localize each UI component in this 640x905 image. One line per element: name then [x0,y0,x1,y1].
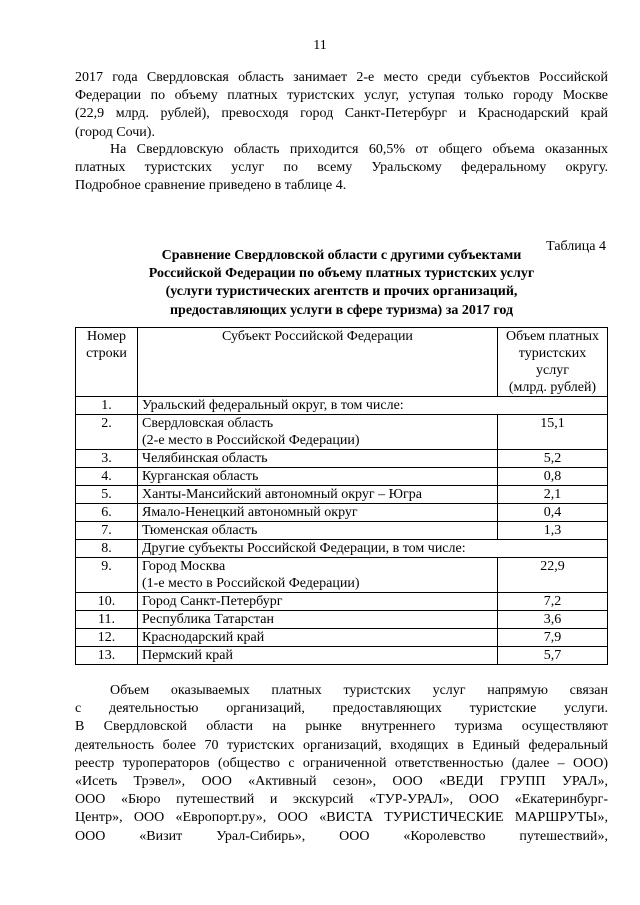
header-row-number [76,328,138,397]
table-header-row [76,328,608,397]
row-number: 8. [76,540,138,558]
row-value: 0,8 [498,468,608,486]
text-line: (город Сочи). [75,124,155,140]
row-number: 2. [76,415,138,450]
text-line: (22,9 млрд. рублей), превосходя город Санкт-Петербург и Краснодарский край [75,106,608,122]
row-value: 15,1 [498,415,608,450]
text-line: платных туристских услуг по всему Уральскому федеральному округу. [75,160,608,176]
row-number: 11. [76,611,138,629]
row-value: 7,2 [498,593,608,611]
header-text: Объем платных [505,329,600,344]
row-number: 1. [76,397,138,415]
row-value: 0,4 [498,504,608,522]
row-value: 1,3 [498,522,608,540]
row-number: 6. [76,504,138,522]
header-subject: Субъект Российской Федерации [138,328,498,397]
row-subject: Ямало-Ненецкий автономный округ [138,504,498,522]
row-value: 5,7 [498,647,608,665]
row-subject: Ханты-Мансийский автономный округ – Югра [138,486,498,504]
paragraph-1 [75,69,608,142]
header-text: Номер [87,329,126,344]
table-row [76,593,608,611]
row-number: 9. [76,558,138,593]
table-title-line: Сравнение Свердловской области с другими субъектами [161,248,522,263]
table-row [76,611,608,629]
row-subject: Челябинская область [138,450,498,468]
row-subject: Другие субъекты Российской Федерации, в том числе: [138,540,608,558]
header-text: услуг [536,363,569,378]
row-number: 4. [76,468,138,486]
header-text: (млрд. рублей) [508,380,597,395]
row-value: 2,1 [498,486,608,504]
row-subject-line: Город Москва [142,559,226,574]
row-subject [138,558,498,593]
row-value: 3,6 [498,611,608,629]
text-line: Центр», ООО «Европорт.ру», ООО «ВИСТА ТУРИСТИЧЕСКИЕ МАРШРУТЫ», [75,810,608,826]
row-subject: Краснодарский край [138,629,498,647]
table-title-line: (услуги туристических агентств и прочих организаций, [165,284,518,300]
row-value: 7,9 [498,629,608,647]
row-number: 13. [76,647,138,665]
row-subject: Тюменская область [138,522,498,540]
table-row [76,522,608,540]
comparison-table [75,327,608,665]
row-subject: Пермский край [138,647,498,665]
row-subject: Уральский федеральный округ, в том числе: [138,397,608,415]
table-label: Таблица 4 [546,239,606,254]
table-row [76,504,608,522]
row-number: 10. [76,593,138,611]
text-line: На Свердловскую область приходится 60,5% от общего объема оказанных [110,142,608,157]
paragraph-2 [75,141,608,196]
table-row [76,629,608,647]
table-row [76,397,608,415]
paragraph-3 [75,682,608,846]
row-subject-note: (1-е место в Российской Федерации) [142,576,360,591]
table-row [76,415,608,450]
table-row [76,468,608,486]
table-row [76,540,608,558]
row-subject: Республика Татарстан [138,611,498,629]
text-line: деятельность более 70 туристских организаций, входящих в Единый федеральный [75,737,608,753]
table-title [75,247,608,320]
row-number: 5. [76,486,138,504]
table-row [76,450,608,468]
text-line: 2017 года Свердловская область занимает 2-е место среди субъектов Российской [75,70,608,85]
text-line: Подробное сравнение приведено в таблице 4. [75,178,347,194]
row-number: 7. [76,522,138,540]
row-subject: Город Санкт-Петербург [138,593,498,611]
text-line: реестр туроператоров (общество с ограниченной ответственностью (далее – ООО) [75,755,608,771]
row-subject: Курганская область [138,468,498,486]
text-line: Объем оказываемых платных туристских услуг напрямую связан [110,683,608,698]
table-row [76,558,608,593]
table-title-line: предоставляющих услуги в сфере туризма) за 2017 год [169,302,514,318]
text-line: «Исеть Трэвел», ООО «Активный сезон», ООО «ВЕДИ ГРУПП УРАЛ», [75,774,608,790]
row-value: 5,2 [498,450,608,468]
text-line: ООО «Визит Урал-Сибирь», ООО «Королевство путешествий», [75,828,608,844]
text-line: с деятельностью организаций, предоставляющих туристские услуги. [75,701,608,717]
header-text: туристских [518,346,587,361]
header-volume [498,328,608,397]
header-text: строки [86,346,127,361]
row-subject-line: Свердловская область [142,416,274,431]
row-subject [138,415,498,450]
text-line: Федерации по объему платных туристских услуг, уступая только городу Москве [75,88,608,104]
text-line: В Свердловской области на рынке внутреннего туризма осуществляют [75,719,608,735]
row-subject-note: (2-е место в Российской Федерации) [142,433,360,448]
table-row [76,647,608,665]
text-line: ООО «Бюро путешествий и экскурсий «ТУР-УРАЛ», ООО «Екатеринбург- [75,792,608,808]
row-number: 12. [76,629,138,647]
page-number: 11 [313,38,327,53]
row-number: 3. [76,450,138,468]
table-title-line: Российской Федерации по объему платных туристских услуг [148,266,535,282]
table-row [76,486,608,504]
row-value: 22,9 [498,558,608,593]
